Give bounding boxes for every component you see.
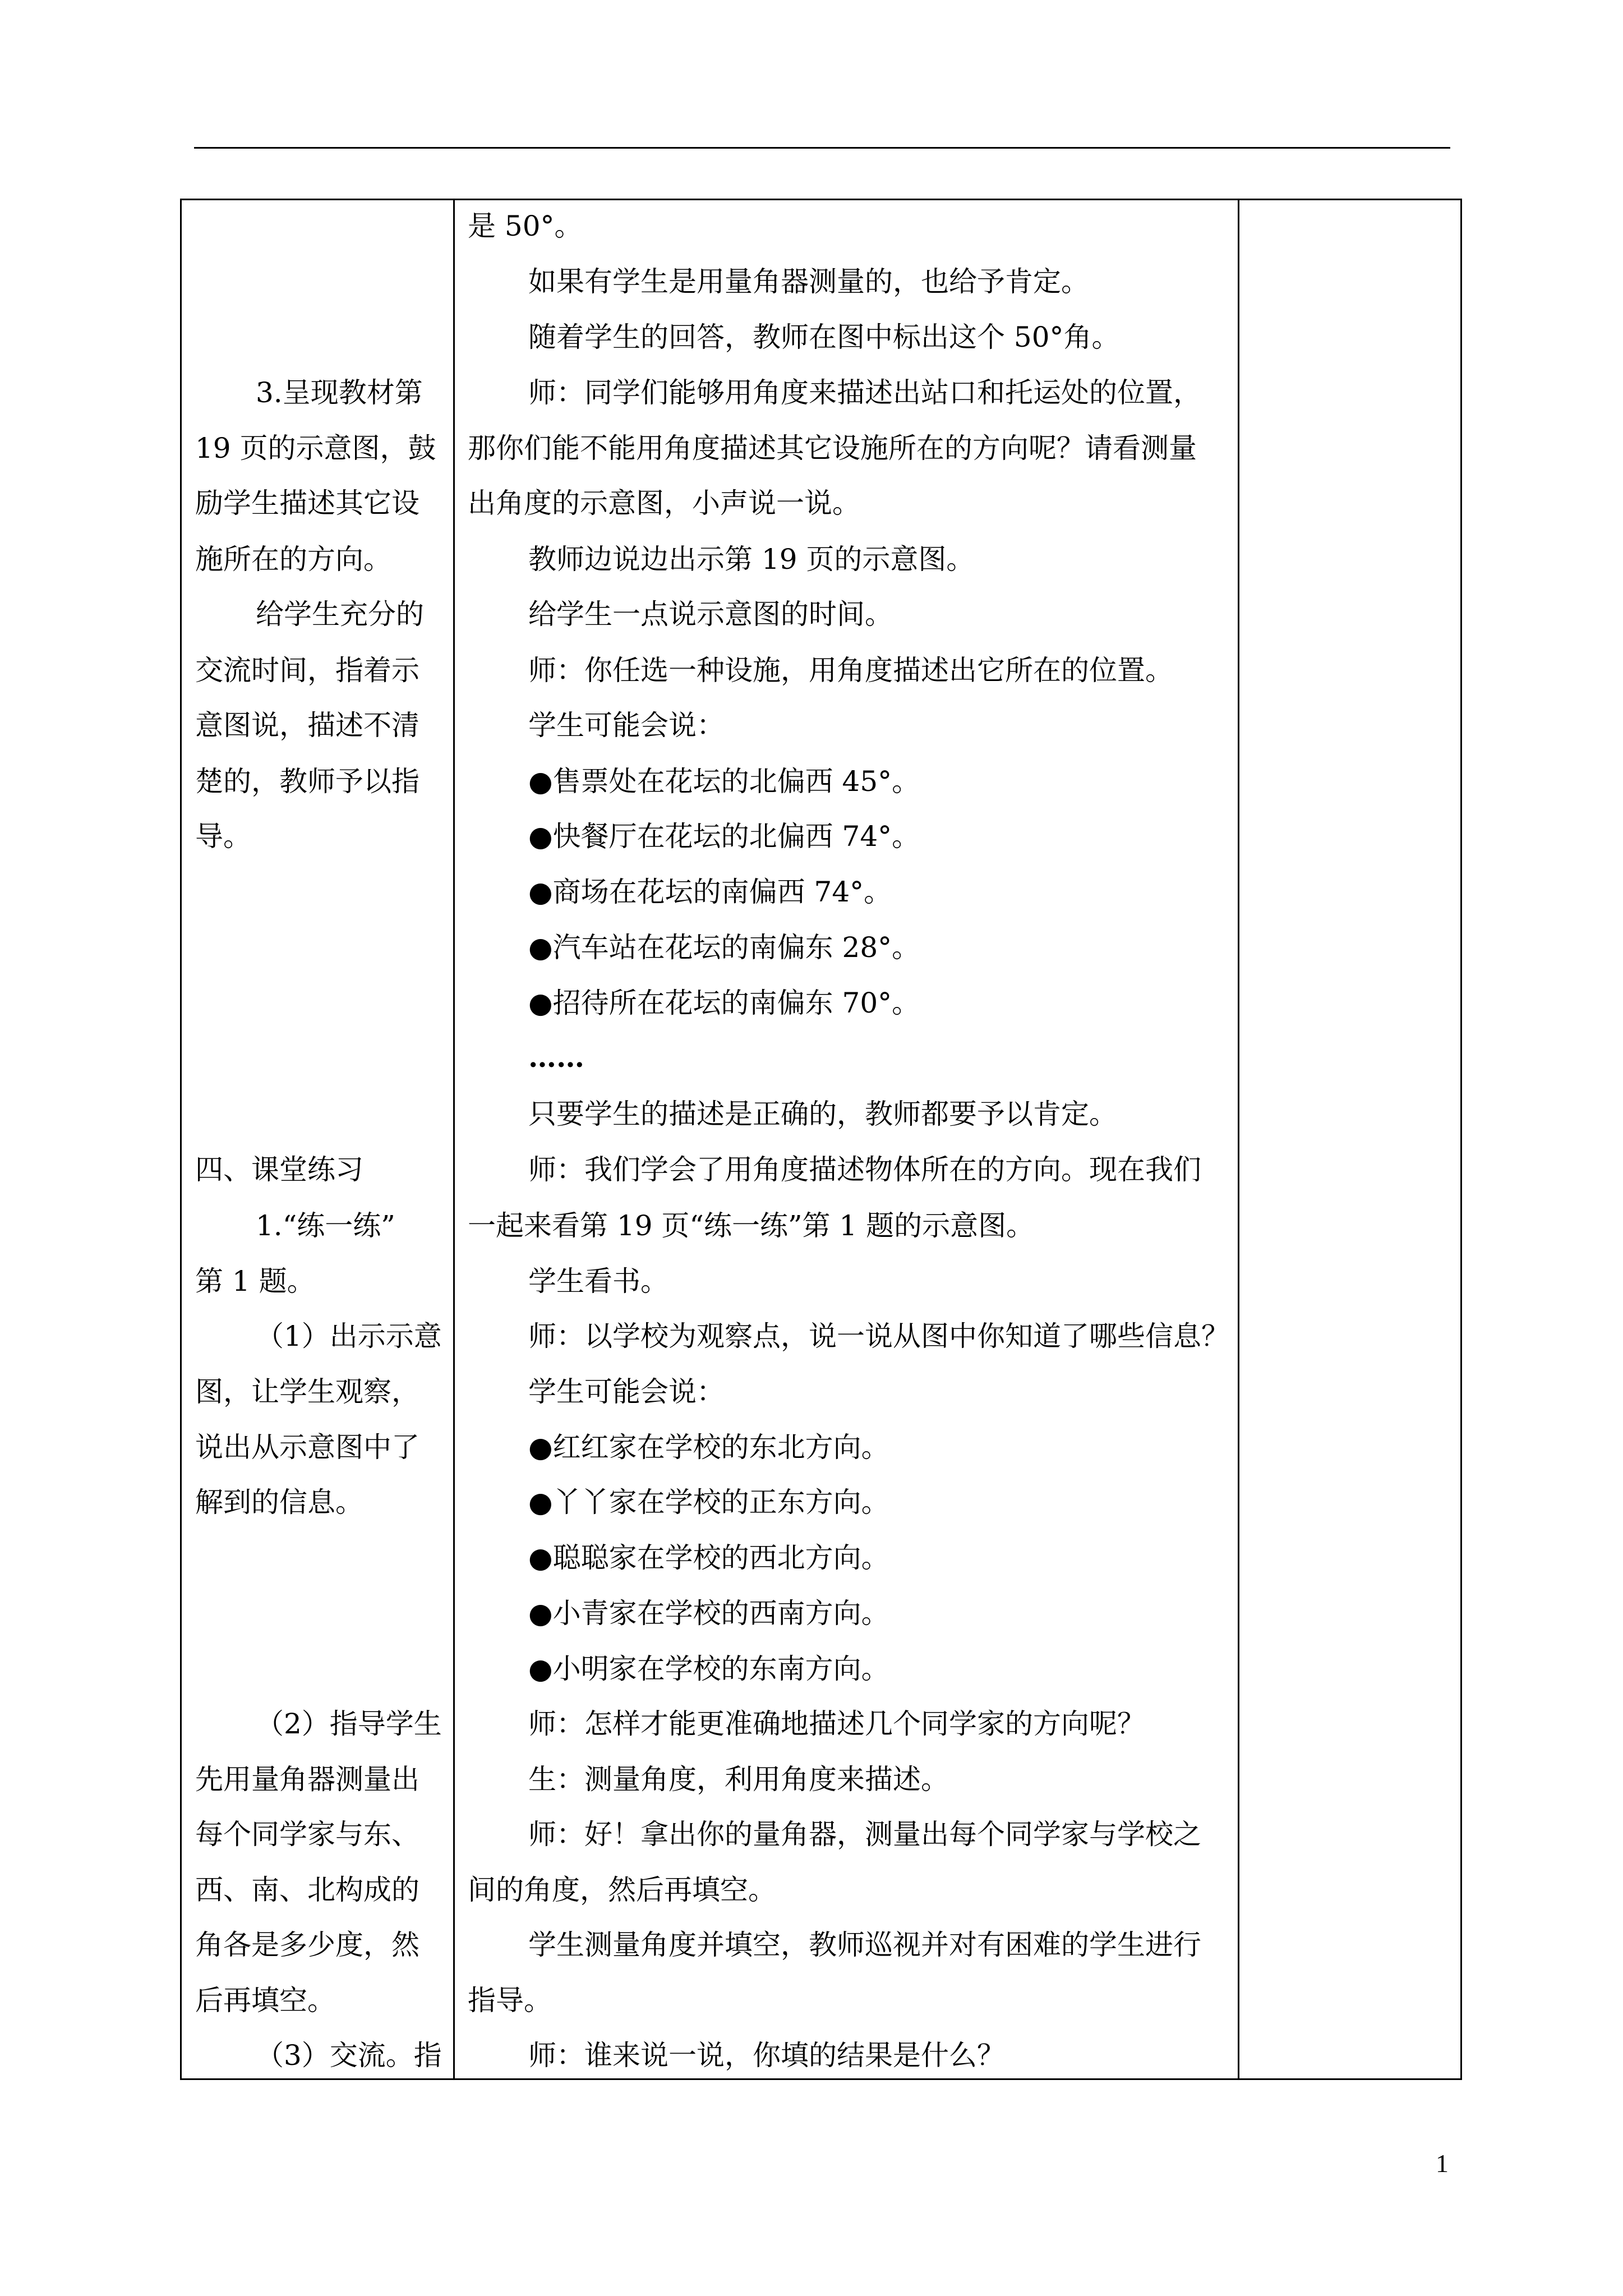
list-item: ●快餐厅在花坛的北偏西 74°。 bbox=[528, 820, 920, 853]
note-line: （3）交流。指 bbox=[256, 2039, 442, 2072]
process-line: 生：测量角度，利用角度来描述。 bbox=[528, 1763, 949, 1796]
process-line: 给学生一点说示意图的时间。 bbox=[528, 598, 893, 631]
note-line: （2）指导学生 bbox=[256, 1708, 442, 1740]
note-line: 励学生描述其它设 bbox=[195, 487, 419, 519]
column-divider bbox=[1238, 200, 1239, 2078]
note-line: 西、南、北构成的 bbox=[195, 1874, 419, 1906]
note-line: 施所在的方向。 bbox=[195, 543, 391, 576]
process-line: 师：怎样才能更准确地描述几个同学家的方向呢？ bbox=[528, 1708, 1145, 1740]
note-line: 角各是多少度，然 bbox=[195, 1929, 419, 1961]
note-line: （1）出示示意 bbox=[256, 1320, 442, 1352]
list-item: ●商场在花坛的南偏西 74°。 bbox=[528, 876, 892, 908]
note-line: 3.呈现教材第 bbox=[256, 376, 423, 409]
list-item: ●聪聪家在学校的西北方向。 bbox=[528, 1542, 889, 1574]
section-heading: 四、课堂练习 bbox=[195, 1153, 363, 1186]
header-rule bbox=[194, 147, 1450, 149]
process-line: 师：你任选一种设施，用角度描述出它所在的位置。 bbox=[528, 654, 1173, 687]
note-line: 每个同学家与东、 bbox=[195, 1818, 419, 1851]
process-line: 师：我们学会了用角度描述物体所在的方向。现在我们 bbox=[528, 1153, 1201, 1186]
process-line: 间的角度，然后再填空。 bbox=[468, 1874, 776, 1906]
list-item: ●招待所在花坛的南偏东 70°。 bbox=[528, 987, 920, 1019]
note-line: 交流时间，指着示 bbox=[195, 654, 419, 687]
process-line: 如果有学生是用量角器测量的，也给予肯定。 bbox=[528, 265, 1089, 298]
process-line: 教师边说边出示第 19 页的示意图。 bbox=[528, 543, 975, 576]
note-line: 19 页的示意图，鼓 bbox=[195, 432, 436, 464]
note-line: 1.“练一练” bbox=[256, 1209, 395, 1242]
process-line: 只要学生的描述是正确的，教师都要予以肯定。 bbox=[528, 1098, 1117, 1130]
note-line: 解到的信息。 bbox=[195, 1486, 363, 1519]
lesson-table bbox=[180, 199, 1462, 2080]
note-line: 给学生充分的 bbox=[256, 598, 424, 631]
process-line: 学生测量角度并填空，教师巡视并对有困难的学生进行 bbox=[528, 1929, 1201, 1961]
process-line: 学生看书。 bbox=[528, 1265, 668, 1297]
note-line: 意图说，描述不清 bbox=[195, 709, 419, 742]
note-line: 楚的，教师予以指 bbox=[195, 765, 419, 798]
note-line: 先用量角器测量出 bbox=[195, 1763, 419, 1796]
list-item: ●售票处在花坛的北偏西 45°。 bbox=[528, 765, 920, 798]
process-line: 师：谁来说一说，你填的结果是什么？ bbox=[528, 2039, 1005, 2072]
page-number: 1 bbox=[1436, 2149, 1449, 2178]
list-item: ●丫丫家在学校的正东方向。 bbox=[528, 1486, 889, 1519]
list-item: ●汽车站在花坛的南偏东 28°。 bbox=[528, 931, 920, 964]
process-line: 是 50°。 bbox=[468, 210, 583, 242]
process-line: 指导。 bbox=[468, 1984, 552, 2017]
note-line: 第 1 题。 bbox=[195, 1265, 315, 1297]
column-divider bbox=[453, 200, 455, 2078]
list-item: ●红红家在学校的东北方向。 bbox=[528, 1431, 889, 1464]
note-line: 说出从示意图中了 bbox=[195, 1431, 419, 1464]
process-line: 学生可能会说： bbox=[528, 1375, 725, 1408]
process-line: 一起来看第 19 页“练一练”第 1 题的示意图。 bbox=[468, 1209, 1035, 1242]
process-line: 出角度的示意图，小声说一说。 bbox=[468, 487, 860, 519]
process-line: 学生可能会说： bbox=[528, 709, 725, 742]
process-line: 随着学生的回答，教师在图中标出这个 50°角。 bbox=[528, 321, 1120, 353]
note-line: 后再填空。 bbox=[195, 1984, 335, 2017]
process-line: 那你们能不能用角度描述其它设施所在的方向呢？请看测量 bbox=[468, 432, 1197, 464]
note-line: 图，让学生观察， bbox=[195, 1375, 419, 1408]
list-item: ●小青家在学校的西南方向。 bbox=[528, 1597, 889, 1630]
ellipsis: …… bbox=[528, 1041, 584, 1074]
process-line: 师：以学校为观察点，说一说从图中你知道了哪些信息？ bbox=[528, 1320, 1229, 1352]
note-line: 导。 bbox=[195, 820, 251, 853]
process-line: 师：好！拿出你的量角器，测量出每个同学家与学校之 bbox=[528, 1818, 1201, 1851]
list-item: ●小明家在学校的东南方向。 bbox=[528, 1653, 889, 1685]
process-line: 师：同学们能够用角度来描述出站口和托运处的位置， bbox=[528, 376, 1201, 409]
